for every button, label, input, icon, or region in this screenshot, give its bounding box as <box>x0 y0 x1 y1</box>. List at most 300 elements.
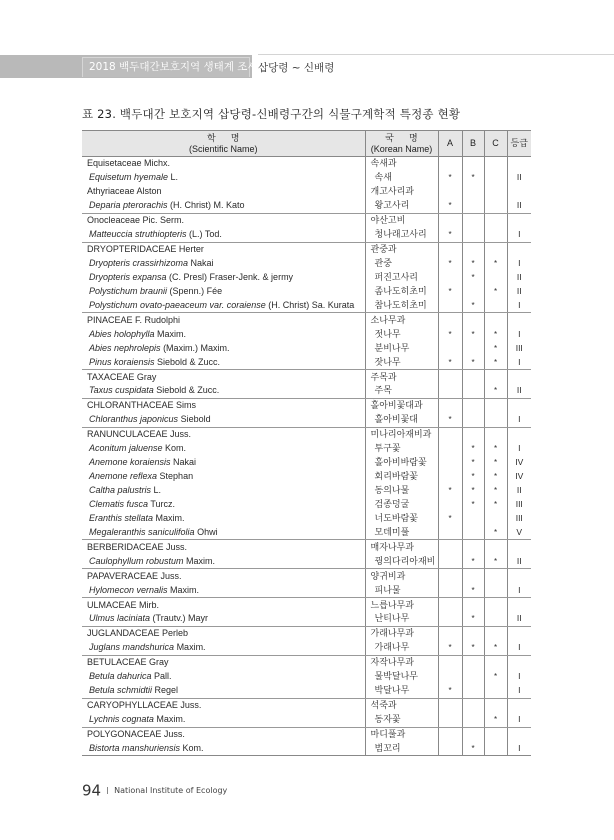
mark-c: * <box>484 355 507 369</box>
mark-b <box>462 157 484 171</box>
mark-c <box>484 213 507 227</box>
scientific-name-author: Regel <box>152 685 179 696</box>
col-c: C <box>484 131 507 157</box>
species-row <box>82 484 531 498</box>
grade: I <box>507 257 531 271</box>
mark-a <box>438 271 462 285</box>
species-row <box>82 341 531 355</box>
mark-a <box>438 213 462 227</box>
mark-a <box>438 741 462 755</box>
mark-b: * <box>462 171 484 185</box>
korean-name: 투구꽃 <box>365 442 438 456</box>
species-row <box>82 554 531 568</box>
grade: II <box>507 554 531 568</box>
grade <box>507 313 531 327</box>
scientific-name-author: BETULACEAE Gray <box>87 657 169 668</box>
korean-name: 관중과 <box>365 242 438 256</box>
scientific-name-italic: Eranthis stellata <box>89 512 154 523</box>
species-row <box>82 228 531 242</box>
mark-c: * <box>484 442 507 456</box>
mark-c <box>484 655 507 669</box>
scientific-name-italic: Matteuccia struthiopteris <box>89 229 187 240</box>
mark-c <box>484 698 507 712</box>
korean-name: 청나래고사리 <box>365 228 438 242</box>
mark-a <box>438 670 462 684</box>
col-grade: 등급 <box>507 131 531 157</box>
scientific-name-author: Maxim. <box>153 714 186 725</box>
mark-b <box>462 384 484 398</box>
korean-name: 동자꽃 <box>365 713 438 727</box>
scientific-name-author: Maxim. <box>167 584 200 595</box>
family-row <box>82 213 531 227</box>
scientific-name-italic: Deparia pterorachis <box>89 200 168 211</box>
scientific-name-author: Kom. <box>162 443 187 454</box>
scientific-name <box>82 199 365 213</box>
scientific-name <box>82 157 365 171</box>
family-row <box>82 655 531 669</box>
korean-name: 회리바람꽃 <box>365 470 438 484</box>
scientific-name <box>82 684 365 698</box>
mark-c: * <box>484 670 507 684</box>
family-row <box>82 698 531 712</box>
mark-b <box>462 540 484 554</box>
grade: IV <box>507 456 531 470</box>
species-row <box>82 384 531 398</box>
scientific-name <box>82 313 365 327</box>
mark-c <box>484 313 507 327</box>
mark-b <box>462 413 484 427</box>
scientific-name <box>82 284 365 298</box>
mark-b: * <box>462 442 484 456</box>
mark-a: * <box>438 641 462 655</box>
scientific-name-author: (L.) Tod. <box>186 229 222 240</box>
korean-name: 석죽과 <box>365 698 438 712</box>
scientific-name-italic: Polystichum braunii <box>89 285 168 296</box>
scientific-name-italic: Polystichum ovato-paeaceum var. coraiense <box>89 299 266 310</box>
scientific-name <box>82 713 365 727</box>
korean-name: 피나물 <box>365 583 438 597</box>
mark-c <box>484 157 507 171</box>
korean-name: 속새과 <box>365 157 438 171</box>
table-header-row <box>82 131 531 157</box>
mark-a <box>438 540 462 554</box>
korean-name: 자작나무과 <box>365 655 438 669</box>
mark-a <box>438 655 462 669</box>
mark-a <box>438 427 462 441</box>
species-row <box>82 355 531 369</box>
mark-a <box>438 727 462 741</box>
mark-a <box>438 525 462 539</box>
mark-b <box>462 626 484 640</box>
korean-name: 홀아비꽃대과 <box>365 398 438 412</box>
scientific-name-author: L. <box>168 172 179 183</box>
scientific-name-author: Maxim. <box>153 512 185 523</box>
mark-b <box>462 713 484 727</box>
scientific-name <box>82 213 365 227</box>
scientific-name-italic: Juglans mandshurica <box>89 642 175 653</box>
grade: I <box>507 741 531 755</box>
species-row <box>82 641 531 655</box>
scientific-name <box>82 484 365 498</box>
korean-name: 퍼진고사리 <box>365 271 438 285</box>
mark-a <box>438 698 462 712</box>
scientific-name <box>82 470 365 484</box>
scientific-name <box>82 525 365 539</box>
scientific-name <box>82 355 365 369</box>
grade <box>507 655 531 669</box>
scientific-name <box>82 413 365 427</box>
scientific-name <box>82 612 365 626</box>
scientific-name <box>82 655 365 669</box>
korean-name: 젓나무 <box>365 327 438 341</box>
grade <box>507 398 531 412</box>
korean-name: 난티나무 <box>365 612 438 626</box>
page-number: 94 <box>82 781 102 800</box>
mark-c: * <box>484 470 507 484</box>
scientific-name-author: Siebold & Zucc. <box>153 385 220 396</box>
scientific-name-author: Ohwi <box>194 526 218 537</box>
scientific-name <box>82 442 365 456</box>
scientific-name-italic: Bistorta manshuriensis <box>89 742 181 753</box>
mark-a: * <box>438 684 462 698</box>
scientific-name <box>82 727 365 741</box>
grade: I <box>507 641 531 655</box>
mark-b <box>462 698 484 712</box>
family-row <box>82 313 531 327</box>
family-row <box>82 540 531 554</box>
mark-b: * <box>462 298 484 312</box>
scientific-name-author: CARYOPHYLLACEAE Juss. <box>87 700 202 711</box>
korean-name: 주목과 <box>365 370 438 384</box>
scientific-name-author: Maxim. <box>174 642 206 653</box>
mark-c: * <box>484 341 507 355</box>
mark-a: * <box>438 327 462 341</box>
scientific-name <box>82 569 365 583</box>
mark-b <box>462 670 484 684</box>
mark-b <box>462 684 484 698</box>
korean-name: 좀나도히초미 <box>365 284 438 298</box>
mark-c <box>484 569 507 583</box>
scientific-name <box>82 427 365 441</box>
grade <box>507 370 531 384</box>
grade: I <box>507 228 531 242</box>
scientific-name-author: Equisetaceae Michx. <box>87 158 171 169</box>
species-row <box>82 257 531 271</box>
mark-c: * <box>484 384 507 398</box>
species-row <box>82 284 531 298</box>
mark-a <box>438 370 462 384</box>
grade <box>507 213 531 227</box>
grade <box>507 626 531 640</box>
col-b: B <box>462 131 484 157</box>
scientific-name <box>82 698 365 712</box>
scientific-name-author: Maxim. <box>183 555 216 566</box>
mark-b <box>462 727 484 741</box>
species-row <box>82 583 531 597</box>
scientific-name <box>82 511 365 525</box>
mark-b <box>462 284 484 298</box>
mark-a: * <box>438 484 462 498</box>
grade <box>507 698 531 712</box>
mark-a <box>438 612 462 626</box>
scientific-name <box>82 242 365 256</box>
mark-b: * <box>462 583 484 597</box>
mark-a <box>438 583 462 597</box>
scientific-name-author: JUGLANDACEAE Perleb <box>87 628 189 639</box>
mark-c <box>484 626 507 640</box>
grade <box>507 427 531 441</box>
scientific-name <box>82 498 365 512</box>
scientific-name <box>82 641 365 655</box>
korean-name: 양귀비과 <box>365 569 438 583</box>
species-row <box>82 612 531 626</box>
family-row <box>82 598 531 612</box>
grade: II <box>507 271 531 285</box>
mark-c <box>484 727 507 741</box>
species-row <box>82 327 531 341</box>
korean-name: 주목 <box>365 384 438 398</box>
korean-name: 마디풀과 <box>365 727 438 741</box>
mark-c: * <box>484 498 507 512</box>
mark-a <box>438 442 462 456</box>
grade: II <box>507 199 531 213</box>
grade: IV <box>507 470 531 484</box>
mark-b <box>462 427 484 441</box>
mark-b: * <box>462 355 484 369</box>
mark-c <box>484 271 507 285</box>
scientific-name-author: PINACEAE F. Rudolphi <box>87 314 181 325</box>
scientific-name-author: POLYGONACEAE Juss. <box>87 728 185 739</box>
mark-c: * <box>484 525 507 539</box>
scientific-name-author: (C. Presl) Fraser-Jenk. & jermy <box>166 271 294 282</box>
table-title: 표 23. 백두대간 보호지역 삽당령-신배령구간의 식물구계학적 특정종 현황 <box>82 107 461 121</box>
korean-name: 잣나무 <box>365 355 438 369</box>
mark-b: * <box>462 470 484 484</box>
mark-c <box>484 427 507 441</box>
mark-c <box>484 199 507 213</box>
mark-c <box>484 370 507 384</box>
scientific-name <box>82 298 365 312</box>
family-row <box>82 398 531 412</box>
species-table <box>82 130 531 756</box>
scientific-name-italic: Pinus koraiensis <box>89 356 155 367</box>
grade: II <box>507 284 531 298</box>
col-korean-en: (Korean Name) <box>370 143 433 154</box>
korean-name: 가래나무과 <box>365 626 438 640</box>
species-row <box>82 498 531 512</box>
mark-a <box>438 569 462 583</box>
scientific-name-italic: Abies nephrolepis <box>89 342 161 353</box>
mark-c: * <box>484 713 507 727</box>
mark-c <box>484 511 507 525</box>
family-row <box>82 427 531 441</box>
korean-name: 홀아비꽃대 <box>365 413 438 427</box>
mark-a: * <box>438 228 462 242</box>
species-row <box>82 470 531 484</box>
scientific-name-italic: Caulophyllum robustum <box>89 555 184 566</box>
mark-c <box>484 398 507 412</box>
scientific-name-italic: Anemone koraiensis <box>89 457 171 468</box>
korean-name: 물박달나무 <box>365 670 438 684</box>
species-row <box>82 199 531 213</box>
mark-c: * <box>484 327 507 341</box>
scientific-name <box>82 540 365 554</box>
grade: I <box>507 327 531 341</box>
scientific-name <box>82 598 365 612</box>
korean-name: 미나리아재비과 <box>365 427 438 441</box>
korean-name: 속새 <box>365 171 438 185</box>
scientific-name-italic: Ulmus laciniata <box>89 613 151 624</box>
organization-name: National Institute of Ecology <box>114 786 228 795</box>
mark-b: * <box>462 741 484 755</box>
scientific-name <box>82 271 365 285</box>
family-row <box>82 370 531 384</box>
family-row <box>82 242 531 256</box>
scientific-name-italic: Taxus cuspidata <box>89 385 154 396</box>
scientific-name <box>82 370 365 384</box>
mark-a <box>438 456 462 470</box>
mark-b: * <box>462 257 484 271</box>
mark-c <box>484 413 507 427</box>
mark-c <box>484 540 507 554</box>
species-row <box>82 442 531 456</box>
scientific-name-italic: Betula dahurica <box>89 671 152 682</box>
scientific-name <box>82 670 365 684</box>
grade: I <box>507 442 531 456</box>
mark-b: * <box>462 327 484 341</box>
species-row <box>82 525 531 539</box>
grade: III <box>507 511 531 525</box>
scientific-name-italic: Caltha palustris <box>89 485 152 496</box>
korean-name: 범꼬리 <box>365 741 438 755</box>
scientific-name <box>82 626 365 640</box>
mark-b: * <box>462 554 484 568</box>
scientific-name-author: DRYOPTERIDACEAE Herter <box>87 244 204 255</box>
grade <box>507 242 531 256</box>
mark-a <box>438 157 462 171</box>
col-korean-ko: 국 명 <box>385 132 418 143</box>
mark-b <box>462 655 484 669</box>
scientific-name-author: (Spenn.) Fée <box>167 285 223 296</box>
species-row <box>82 271 531 285</box>
scientific-name-italic: Anemone reflexa <box>89 471 158 482</box>
scientific-name-author: (H. Christ) Sa. Kurata <box>265 299 355 310</box>
scientific-name <box>82 171 365 185</box>
mark-a: * <box>438 284 462 298</box>
family-row <box>82 157 531 171</box>
scientific-name <box>82 456 365 470</box>
scientific-name <box>82 741 365 755</box>
grade: II <box>507 612 531 626</box>
mark-b: * <box>462 456 484 470</box>
korean-name: 관중 <box>365 257 438 271</box>
scientific-name-author: Nakai <box>170 457 197 468</box>
mark-a <box>438 598 462 612</box>
mark-b <box>462 213 484 227</box>
mark-a: * <box>438 199 462 213</box>
species-row <box>82 456 531 470</box>
mark-c <box>484 598 507 612</box>
grade <box>507 185 531 199</box>
scientific-name-author: (H. Christ) M. Kato <box>167 200 245 211</box>
mark-b <box>462 370 484 384</box>
grade: II <box>507 484 531 498</box>
report-title: 2018 백두대간보호지역 생태계 조사 <box>82 57 250 77</box>
korean-name: 참나도히초미 <box>365 298 438 312</box>
scientific-name-italic: Abies holophylla <box>89 328 155 339</box>
scientific-name-author: Siebold <box>178 414 211 425</box>
mark-c: * <box>484 456 507 470</box>
mark-c <box>484 612 507 626</box>
scientific-name-italic: Chloranthus japonicus <box>89 414 179 425</box>
species-row <box>82 511 531 525</box>
header-rule <box>258 54 614 55</box>
grade <box>507 540 531 554</box>
scientific-name-author: BERBERIDACEAE Juss. <box>87 541 188 552</box>
grade: III <box>507 341 531 355</box>
species-row <box>82 298 531 312</box>
scientific-name <box>82 257 365 271</box>
scientific-name-author: Onocleaceae Pic. Serm. <box>87 215 185 226</box>
mark-a <box>438 242 462 256</box>
mark-a: * <box>438 413 462 427</box>
col-korean-name <box>365 131 438 157</box>
mark-b: * <box>462 271 484 285</box>
mark-b <box>462 228 484 242</box>
mark-a <box>438 341 462 355</box>
scientific-name <box>82 583 365 597</box>
scientific-name-author: Kom. <box>180 742 204 753</box>
scientific-name <box>82 554 365 568</box>
col-scientific-name <box>82 131 365 157</box>
mark-c <box>484 171 507 185</box>
mark-b <box>462 398 484 412</box>
scientific-name-author: L. <box>151 485 162 496</box>
mark-a: * <box>438 171 462 185</box>
scientific-name <box>82 341 365 355</box>
korean-name: 홀아비바람꽃 <box>365 456 438 470</box>
scientific-name-italic: Dryopteris expansa <box>89 271 167 282</box>
scientific-name-author: Siebold & Zucc. <box>154 356 221 367</box>
korean-name: 너도바람꽃 <box>365 511 438 525</box>
korean-name: 소나무과 <box>365 313 438 327</box>
mark-a <box>438 470 462 484</box>
mark-b <box>462 525 484 539</box>
grade: I <box>507 713 531 727</box>
species-row <box>82 670 531 684</box>
family-row <box>82 727 531 741</box>
scientific-name-author: ULMACEAE Mirb. <box>87 599 160 610</box>
scientific-name-italic: Aconitum jaluense <box>89 443 163 454</box>
species-row <box>82 713 531 727</box>
korean-name: 가래나무 <box>365 641 438 655</box>
grade <box>507 569 531 583</box>
mark-b <box>462 185 484 199</box>
mark-b: * <box>462 498 484 512</box>
footer-divider <box>107 787 108 794</box>
mark-c <box>484 298 507 312</box>
mark-c <box>484 684 507 698</box>
scientific-name-author: (Trautv.) Mayr <box>150 613 209 624</box>
grade: II <box>507 384 531 398</box>
korean-name: 개고사리과 <box>365 185 438 199</box>
mark-a <box>438 498 462 512</box>
scientific-name-author: CHLORANTHACEAE Sims <box>87 400 197 411</box>
mark-c: * <box>484 484 507 498</box>
mark-c: * <box>484 257 507 271</box>
mark-a <box>438 313 462 327</box>
grade: I <box>507 670 531 684</box>
